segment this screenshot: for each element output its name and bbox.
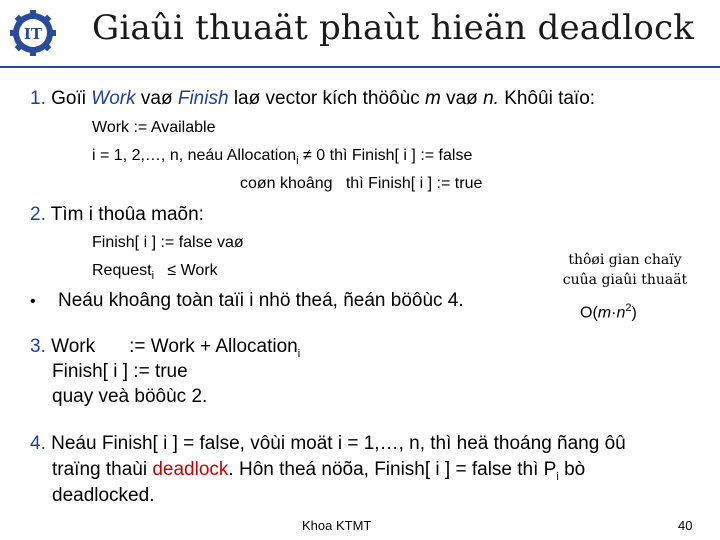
step-1-number: 1.: [30, 88, 46, 109]
page-number: 40: [678, 518, 693, 533]
slide-title: Giaûi thuaät phaùt hieän deadlock: [92, 8, 695, 48]
complexity-formula: $O(m\cdot n^2)$: [580, 302, 637, 322]
step-4-line-3: deadlocked.: [52, 485, 155, 506]
step-1-line-2: i = 1, 2,…, n, neáu Allocation$_i$ ≠ 0 thì Finish[ i ] := false: [92, 147, 473, 168]
step-4-line-2: traïng thaùi deadlock. Hôn theá nöõa, Finish[ i ] = false thì $P_i$ bò: [52, 459, 586, 483]
step-3-line-1: 3. Work := Work + Allocation$_i$: [30, 336, 301, 360]
title-divider: [0, 66, 720, 68]
step-2-number: 2.: [30, 204, 46, 225]
bullet-marker: •: [30, 293, 36, 310]
term-finish: Finish: [177, 88, 229, 109]
step-3-number: 3.: [30, 336, 46, 357]
step-3-line-3: quay veà böôùc 2.: [52, 386, 208, 407]
step-2-bullet-text: Neáu khoâng toàn taïi i nhö theá, ñeán böôùc 4.: [58, 290, 464, 311]
step-1-line-1: Work := Available: [92, 119, 216, 136]
logo-text: IT: [23, 25, 43, 43]
deadlock-highlight: deadlock: [152, 459, 229, 480]
step-2-condition-2: Request$_i$ ≤ Work: [92, 262, 218, 283]
step-2-condition-1: Finish[ i ] := false vaø: [92, 234, 244, 251]
step-1-line-3: coøn khoâng thì Finish[ i ] := true: [240, 175, 483, 192]
step-4-line-1: 4. Neáu Finish[ i ] = false, vôùi moät i = 1,…, n, thì heä thoáng ñang ôû: [30, 433, 626, 454]
step-4-number: 4.: [30, 433, 46, 454]
step-1-heading: 1. Goïi Work vaø Finish laø vector kích thöôùc m vaø n. Khôûi taïo:: [30, 88, 596, 109]
step-3-line-2: Finish[ i ] := true: [52, 361, 188, 382]
footer-department: Khoa KTMT: [302, 518, 372, 533]
runtime-note: thôøi gian chaïy cuûa giaûi thuaät: [562, 252, 688, 288]
step-2-heading: 2. Tìm i thoûa maõn:: [30, 204, 204, 225]
faculty-logo: [10, 10, 56, 56]
term-work: Work: [91, 88, 136, 109]
